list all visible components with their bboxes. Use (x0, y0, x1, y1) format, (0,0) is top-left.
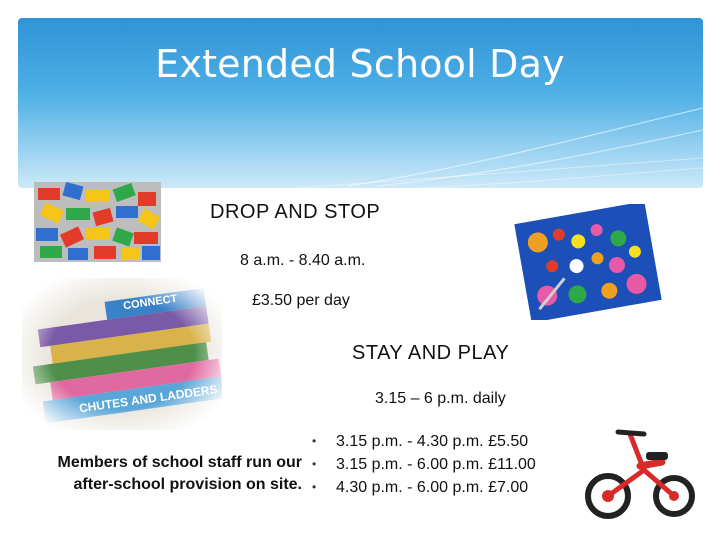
bullet-icon: • (312, 434, 317, 448)
staff-note-line-1: Members of school staff run our (57, 454, 302, 471)
stay-and-play-time: 3.15 – 6 p.m. daily (375, 390, 506, 407)
drop-and-stop-heading: DROP AND STOP (210, 201, 381, 223)
list-item (312, 453, 536, 476)
price-option: 3.15 p.m. - 6.00 p.m. £11.00 (336, 456, 536, 473)
craft-supplies-photo (512, 204, 664, 320)
drop-and-stop-time: 8 a.m. - 8.40 a.m. (240, 252, 366, 269)
board-games-photo (22, 278, 222, 430)
list-item (312, 476, 536, 499)
stay-and-play-price-list (312, 430, 536, 499)
price-option: 4.30 p.m. - 6.00 p.m. £7.00 (336, 479, 529, 496)
bullet-icon: • (312, 457, 317, 471)
bullet-icon: • (312, 480, 317, 494)
slide-title: Extended School Day (155, 42, 565, 86)
list-item (312, 430, 536, 453)
staff-note-line-2: after-school provision on site. (73, 476, 302, 493)
price-option: 3.15 p.m. - 4.30 p.m. £5.50 (336, 433, 529, 450)
staff-note (2, 452, 302, 496)
drop-and-stop-price: £3.50 per day (252, 292, 350, 309)
tricycle-photo (584, 412, 702, 522)
lego-bricks-photo (34, 182, 161, 262)
stay-and-play-heading: STAY AND PLAY (352, 342, 510, 364)
